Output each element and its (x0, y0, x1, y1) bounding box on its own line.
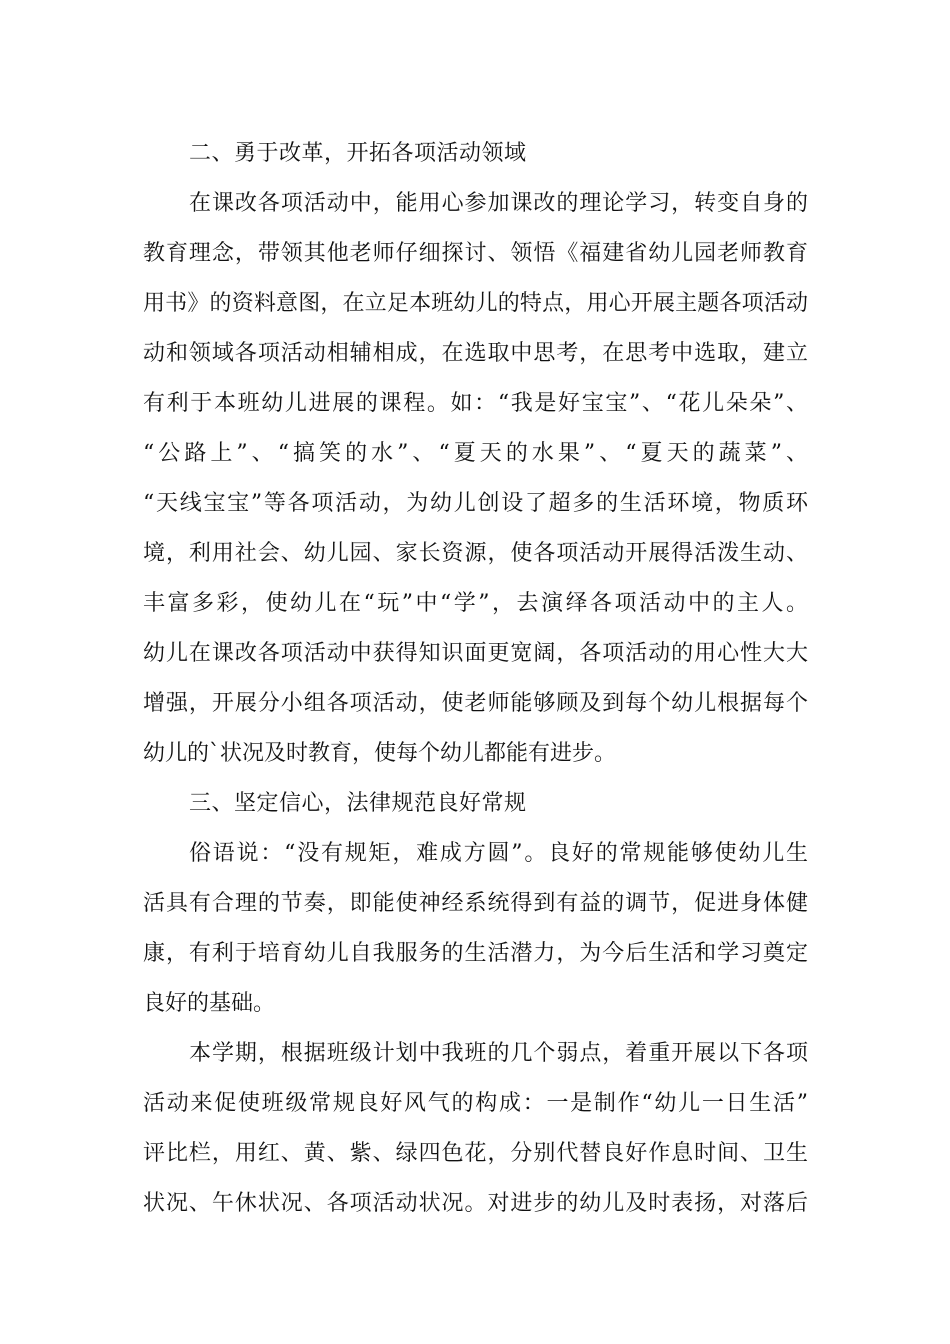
paragraph-line: 活具有合理的节奏，即能使神经系统得到有益的调节，促进身体健 (143, 891, 808, 916)
paragraph-line: 状况、午休状况、各项活动状况。对进步的幼儿及时表扬，对落后 (143, 1191, 808, 1216)
paragraph-line: 用书》的资料意图，在立足本班幼儿的特点，用心开展主题各项活动 (143, 291, 808, 316)
paragraph-line: 良好的基础。 (143, 991, 276, 1016)
paragraph-line: “公路上”、“搞笑的水”、“夏天的水果”、“夏天的蔬菜”、 (143, 441, 808, 466)
paragraph-line: “天线宝宝”等各项活动，为幼儿创设了超多的生活环境，物质环 (143, 491, 808, 516)
section-heading-routines: 三、坚定信心，法律规范良好常规 (189, 791, 527, 816)
paragraph-line: 有利于本班幼儿进展的课程。如：“我是好宝宝”、“花儿朵朵”、 (143, 391, 808, 416)
paragraph-line: 本学期，根据班级计划中我班的几个弱点，着重开展以下各项 (189, 1041, 808, 1066)
paragraph-line: 丰富多彩，使幼儿在“玩”中“学”，去演绎各项活动中的主人。 (143, 591, 808, 616)
paragraph-line: 增强，开展分小组各项活动，使老师能够顾及到每个幼儿根据每个 (143, 691, 808, 716)
paragraph-line: 幼儿的`状况及时教育，使每个幼儿都能有进步。 (143, 741, 617, 766)
paragraph-line: 教育理念，带领其他老师仔细探讨、领悟《福建省幼儿园老师教育 (143, 241, 808, 266)
paragraph-line: 境，利用社会、幼儿园、家长资源，使各项活动开展得活泼生动、 (143, 541, 808, 566)
paragraph-line: 动和领域各项活动相辅相成，在选取中思考，在思考中选取，建立 (143, 341, 808, 366)
paragraph-line: 康，有利于培育幼儿自我服务的生活潜力，为今后生活和学习奠定 (143, 941, 808, 966)
paragraph-line: 俗语说：“没有规矩，难成方圆”。良好的常规能够使幼儿生 (189, 841, 808, 866)
document-body (143, 129, 808, 1229)
paragraph-line: 活动来促使班级常规良好风气的构成：一是制作“幼儿一日生活” (143, 1091, 808, 1116)
section-heading-reform: 二、勇于改革，开拓各项活动领域 (189, 141, 527, 166)
paragraph-line: 评比栏，用红、黄、紫、绿四色花，分别代替良好作息时间、卫生 (143, 1141, 808, 1166)
paragraph-line: 幼儿在课改各项活动中获得知识面更宽阔，各项活动的用心性大大 (143, 641, 808, 666)
paragraph-line: 在课改各项活动中，能用心参加课改的理论学习，转变自身的 (189, 191, 808, 216)
